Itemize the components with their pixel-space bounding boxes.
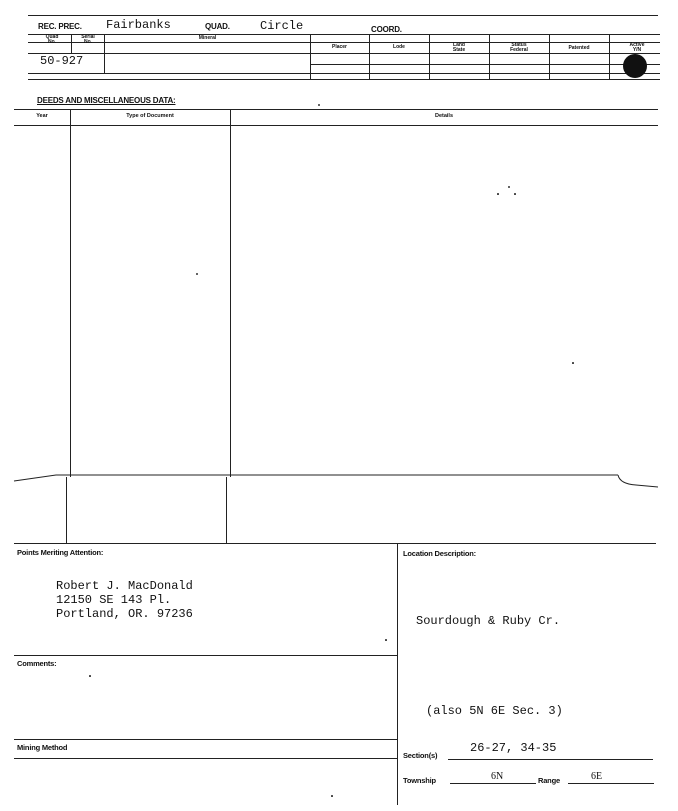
header-rule-1 [28,34,660,35]
location-label: Location Description: [403,549,476,558]
quad-no-value: 50-927 [40,54,84,68]
top-rule [28,15,658,16]
location-value: Sourdough & Ruby Cr. [416,614,561,628]
lower-col-divider-1 [66,477,67,543]
header-bottom-rule [28,79,660,80]
header-rule-3 [28,53,660,54]
range-value: 6E [591,771,603,782]
col-placer: Placer [331,44,347,50]
rec-prec-value: Fairbanks [106,18,171,32]
header-rule-partial [310,64,660,65]
deeds-header-rule [14,125,658,126]
comments-rule [14,655,397,656]
range-underline [568,783,654,784]
col-mineral: Mineral [198,35,217,41]
sections-underline [448,759,653,760]
col-details: Details [434,113,454,119]
col-lode: Lode [393,44,405,50]
col-active: Active Y/N [629,42,645,53]
deeds-heading: DEEDS AND MISCELLANEOUS DATA: [37,96,176,105]
col-patented: Patented [568,45,590,51]
township-value: 6N [491,771,504,782]
quad-value: Circle [260,19,304,33]
points-label: Points Meriting Attention: [17,548,104,557]
deeds-col-divider-2 [230,109,231,477]
rec-prec-label: REC. PREC. [38,22,82,31]
points-line-3: Portland, OR. 97236 [56,607,193,621]
col-serial-no: Serial No. [81,34,95,45]
lower-center-divider [397,543,398,805]
col-quad-no: Quad No. [45,34,59,45]
lower-top-rule [14,543,656,544]
quad-label: QUAD. [205,22,230,31]
comments-label: Comments: [17,659,57,668]
col-status-federal: Status Federal [510,42,528,53]
location-also: (also 5N 6E Sec. 3) [426,704,563,718]
mining-under-rule [14,758,397,759]
sections-label: Section(s) [403,751,438,760]
col-year: Year [36,113,48,119]
col-type-of-document: Type of Document [126,113,174,119]
points-line-2: 12150 SE 143 Pl. [56,593,172,607]
deeds-top-rule [14,109,658,110]
township-label: Township [403,776,436,785]
header-rule-4 [28,73,660,74]
lower-col-divider-2 [226,477,227,543]
col-land-state: Land State [452,42,466,53]
mining-rule [14,739,397,740]
deeds-col-divider-1 [70,109,71,477]
mining-method-label: Mining Method [17,743,68,752]
points-line-1: Robert J. MacDonald [56,579,193,593]
active-marker-dot [623,54,647,78]
range-label: Range [538,776,560,785]
sections-value: 26-27, 34-35 [470,741,557,755]
header-rule-2 [28,42,660,43]
page-seam-line [0,466,678,496]
township-underline [450,783,536,784]
coord-label: COORD. [371,25,402,34]
